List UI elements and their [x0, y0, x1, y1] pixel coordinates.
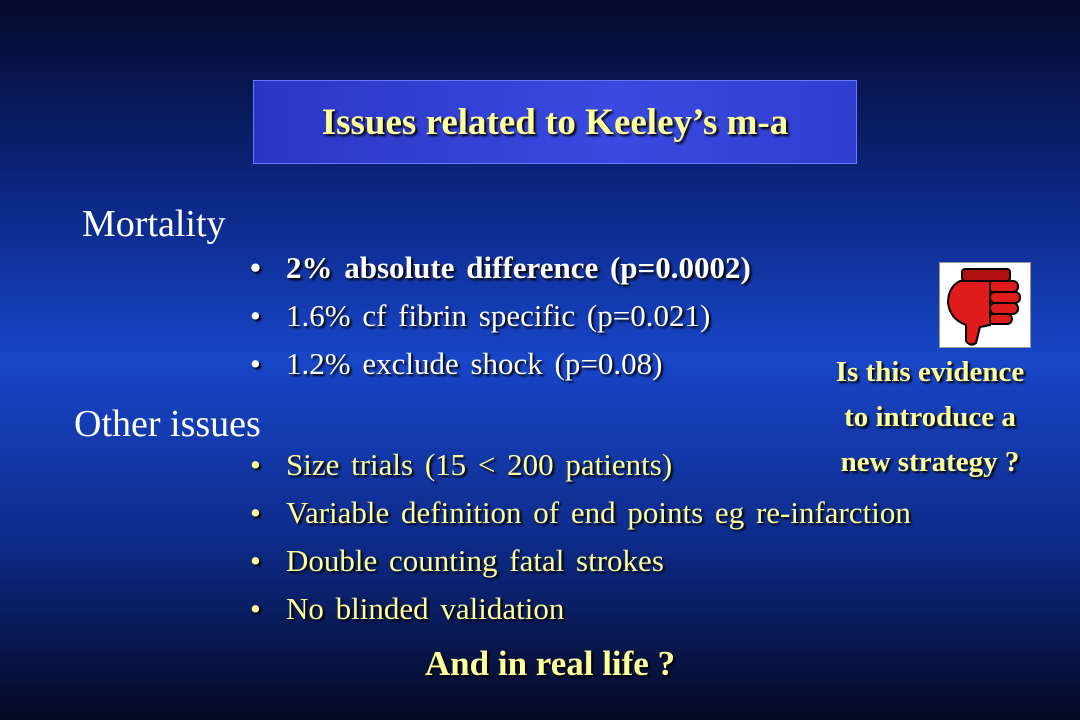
title-box: [253, 80, 857, 164]
list-item: • Variable definition of end points eg re-infarction: [250, 489, 911, 537]
bullet-icon: •: [250, 250, 261, 285]
slide-title: Issues related to Keeley’s m-a: [321, 101, 789, 143]
bullet-icon: •: [250, 591, 261, 626]
list-item: • No blinded validation: [250, 585, 911, 633]
other-issues-list: [250, 441, 911, 633]
bullet-icon: •: [250, 495, 261, 530]
thumbs-down-icon: [939, 262, 1031, 348]
mortality-label: Mortality: [82, 203, 226, 245]
mortality-list: [250, 244, 751, 388]
list-item: • 1.2% exclude shock (p=0.08): [250, 340, 751, 388]
list-item: • Size trials (15 < 200 patients): [250, 441, 911, 489]
list-item: • 1.6% cf fibrin specific (p=0.021): [250, 292, 751, 340]
bullet-icon: •: [250, 447, 261, 482]
other-issues-label: Other issues: [74, 403, 261, 445]
footer-question: And in real life ?: [424, 644, 676, 683]
bullet-icon: •: [250, 543, 261, 578]
bullet-icon: •: [250, 298, 261, 333]
bullet-icon: •: [250, 346, 261, 381]
evidence-question: Is this evidence to introduce a new strategy ?: [835, 356, 1025, 478]
list-item: • 2% absolute difference (p=0.0002): [250, 244, 751, 292]
list-item: • Double counting fatal strokes: [250, 537, 911, 585]
